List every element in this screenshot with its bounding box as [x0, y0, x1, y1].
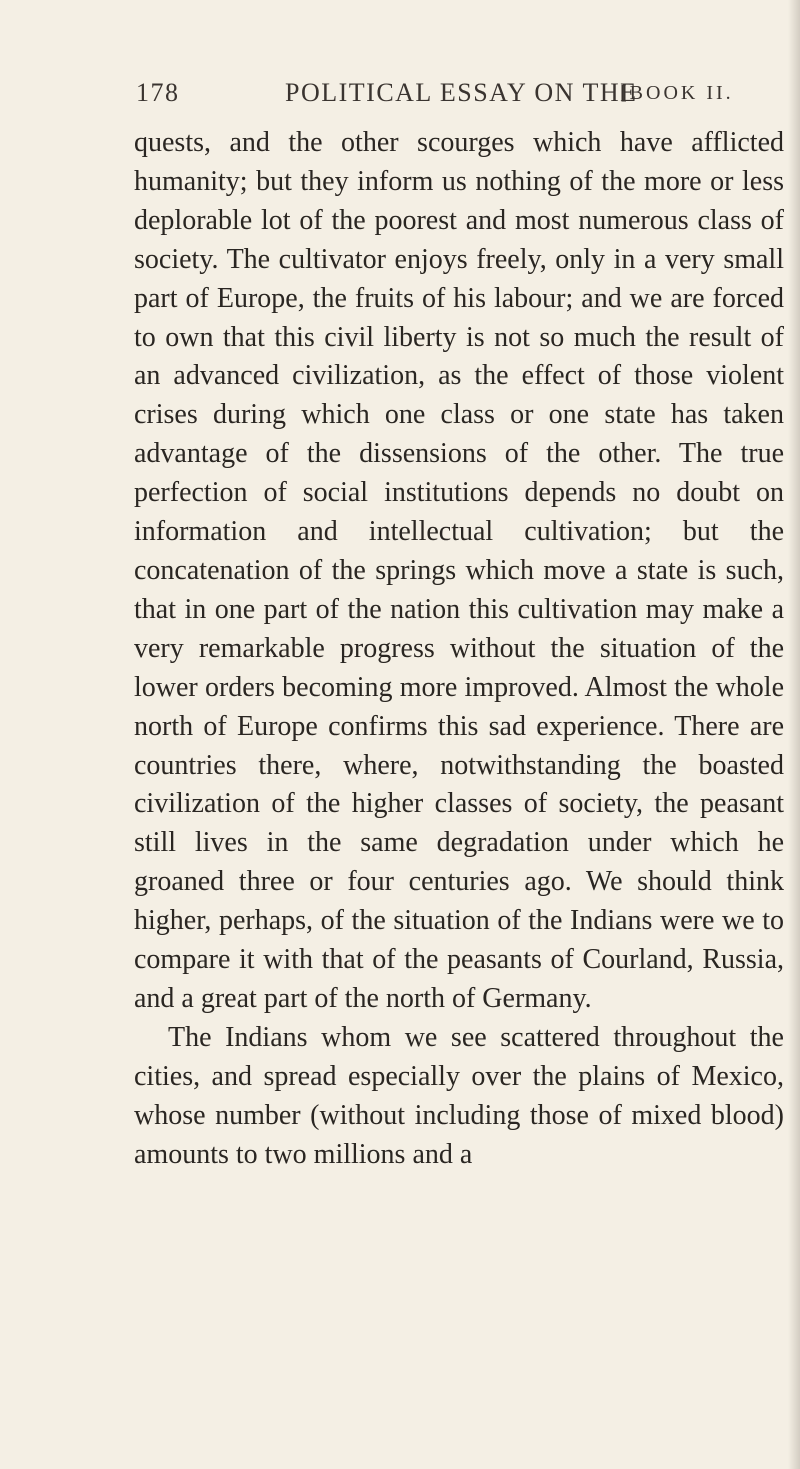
book-marker: [BOOK II. — [620, 82, 734, 104]
body-text — [134, 124, 784, 1174]
paragraph-continued: quests, and the other scourges which have afflicted humanity; but they inform us nothing of the more or less deplorable lot of the poorest and most numerous class of society. The cultivator enjoys freely, only in a very small part of Europe, the fruits of his labour; and we are forced to own that this civil liberty is not so much the result of an advanced civilization, as the effect of those violent crises during which one class or one state has taken advantage of the dissensions of the other. The true perfection of social institutions depends no doubt on information and intellectual cultivation; but the concatenation of the springs which move a state is such, that in one part of the nation this cultivation may make a very remarkable progress without the situation of the lower orders becoming more improved. Almost the whole north of Europe confirms this sad experience. There are countries there, where, notwithstanding the boasted civilization of the higher classes of society, the peasant still lives in the same degradation under which he groaned three or four centuries ago. We should think higher, perhaps, of the situation of the Indians were we to compare it with that of the peasants of Courland, Russia, and a great part of the north of Germany. — [134, 127, 784, 1014]
page-number: 178 — [136, 78, 180, 107]
running-header — [0, 78, 800, 118]
paragraph-indians: The Indians whom we see scattered throughout the cities, and spread especially over the plains of Mexico, whose number (without including those of mixed blood) amounts to two millions and a — [134, 1021, 784, 1170]
page-edge-shadow — [788, 0, 800, 1469]
running-title: POLITICAL ESSAY ON THE — [285, 78, 638, 107]
